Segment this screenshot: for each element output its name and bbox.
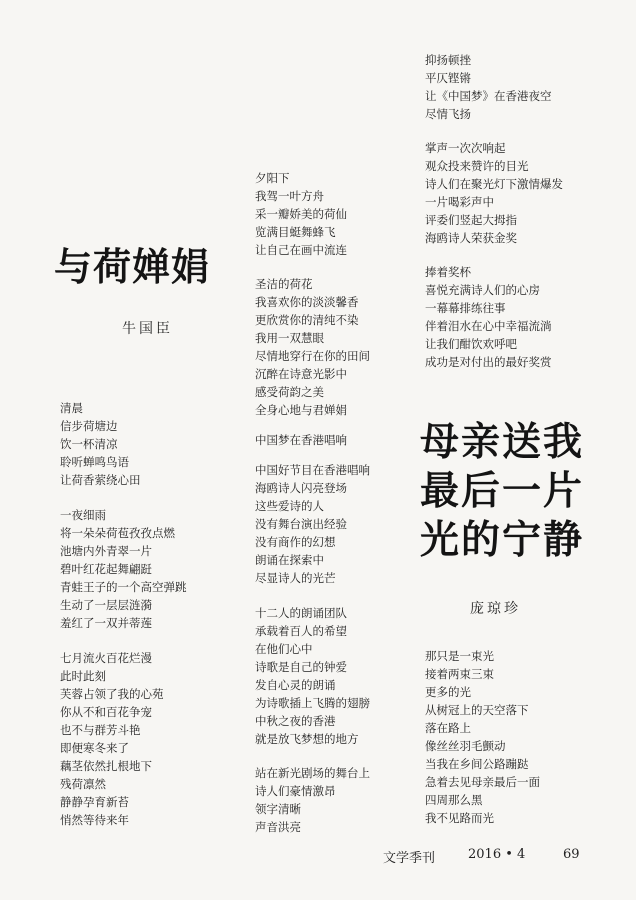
- poem-line: 在他们心中: [255, 642, 313, 656]
- poem-line: 碧叶红花起舞翩跹: [60, 562, 152, 576]
- poem-line: 我喜欢你的淡淡馨香: [255, 295, 359, 309]
- poem-line: 尽情飞扬: [425, 107, 471, 121]
- poem-line: 感受荷韵之美: [255, 385, 324, 399]
- poem-line: 让荷香萦绕心田: [60, 473, 141, 487]
- poem-line: 四周那么黑: [425, 793, 483, 807]
- poem-line: 芙蓉占领了我的心苑: [60, 687, 164, 701]
- poem-line: 信步荷塘边: [60, 419, 118, 433]
- poem-line: 那只是一束光: [425, 649, 494, 663]
- poem-line: 生动了一层层涟漪: [60, 598, 152, 612]
- poem-line: 平仄铿锵: [425, 71, 471, 85]
- poem-line: 一幕幕排练往事: [425, 301, 506, 315]
- poem-line: 十二人的朗诵团队: [255, 606, 347, 620]
- poem-line: 领字清晰: [255, 802, 301, 816]
- poem-title-3-line: 光的宁静: [420, 518, 585, 563]
- poem-line: 聆听蝉鸣鸟语: [60, 455, 129, 469]
- poem-line: 更多的光: [425, 685, 471, 699]
- footer-magazine-name: 文学季刊: [383, 851, 436, 866]
- poem-line: 静静孕育新苔: [60, 795, 129, 809]
- poem-line: 我驾一叶方舟: [255, 189, 324, 203]
- poem-line: 承载着百人的希望: [255, 624, 347, 638]
- poem-line: 夕阳下: [255, 171, 290, 185]
- poem-author-3: 庞琼珍: [470, 601, 521, 617]
- poem-line: 掌声一次次响起: [425, 141, 506, 155]
- poem-line: 沉醉在诗意光影中: [255, 367, 347, 381]
- poem-line: 朗诵在探索中: [255, 553, 324, 567]
- poem-line: 喜悦充满诗人们的心房: [425, 283, 540, 297]
- poem-title-3: [420, 418, 584, 565]
- poem-line: 伴着泪水在心中幸福流淌: [425, 319, 552, 333]
- poem-line: 圣洁的荷花: [255, 277, 313, 291]
- poem-line: 急着去见母亲最后一面: [425, 775, 540, 789]
- poem-line: 从树冠上的天空落下: [425, 703, 529, 717]
- poem-line: 诗人们在聚光灯下激情爆发: [425, 177, 563, 191]
- poem-line: 你从不和百花争宠: [60, 705, 152, 719]
- poem-line: 一夜细雨: [60, 508, 106, 522]
- footer-page-number: 69: [563, 847, 580, 862]
- footer-issue: 2016 • 4: [468, 847, 526, 862]
- poem-line: 评委们竖起大拇指: [425, 213, 517, 227]
- poem-line: 即便寒冬来了: [60, 741, 129, 755]
- poem-line: 览满目蜓舞蜂飞: [255, 225, 336, 239]
- poem-line: 青蛙王子的一个高空弹跳: [60, 580, 187, 594]
- poem-line: 此时此刻: [60, 669, 106, 683]
- poem-line: 我用一双慧眼: [255, 331, 324, 345]
- poem-line: 声音洪亮: [255, 820, 301, 834]
- poem-line: 成功是对付出的最好奖赏: [425, 355, 552, 369]
- poem-line: 就是放飞梦想的地方: [255, 732, 359, 746]
- poem-line: 没有商作的幻想: [255, 535, 336, 549]
- poem-line: 让自己在画中流连: [255, 243, 347, 257]
- poem-line: 发自心灵的朗诵: [255, 678, 336, 692]
- poem-line: 海鸥诗人荣获金奖: [425, 231, 517, 245]
- poem-title-2: 中国梦在香港唱响: [255, 433, 347, 447]
- poem-line: 中秋之夜的香港: [255, 714, 336, 728]
- poem-title-3-line: 最后一片: [420, 469, 585, 514]
- poem-title-3-line: 母亲送我: [420, 420, 585, 465]
- poem-line: 捧着奖杯: [425, 265, 471, 279]
- poem-line: 采一瓣娇美的荷仙: [255, 207, 347, 221]
- poem-line: 七月流火百花烂漫: [60, 651, 152, 665]
- poem-line: 中国好节目在香港唱响: [255, 463, 370, 477]
- poem-line: 诗人们豪情激昂: [255, 784, 336, 798]
- poem-line: 没有舞台演出经验: [255, 517, 347, 531]
- poem-line: 接着两束三束: [425, 667, 494, 681]
- poem-line: 藕茎依然扎根地下: [60, 759, 152, 773]
- poem-line: 残荷凛然: [60, 777, 106, 791]
- poem-line: 池塘内外青翠一片: [60, 544, 152, 558]
- poem-line: 像丝丝羽毛颤动: [425, 739, 506, 753]
- poem-line: 悄然等待来年: [60, 813, 129, 827]
- poem-line: 为诗歌插上飞腾的翅膀: [255, 696, 370, 710]
- poem-line: 让我们酣饮欢呼吧: [425, 337, 517, 351]
- poem-line: 也不与群芳斗艳: [60, 723, 141, 737]
- poem-line: 饮一杯清凉: [60, 437, 118, 451]
- poem-title-1: 与荷婵娟: [54, 245, 211, 289]
- poem-line: 我不见路而光: [425, 811, 494, 825]
- poem-line: 落在路上: [425, 721, 471, 735]
- poem-line: 全身心地与君婵娟: [255, 403, 347, 417]
- poem-line: 尽显诗人的光芒: [255, 571, 336, 585]
- poem-line: 让《中国梦》在香港夜空: [425, 89, 552, 103]
- poem-line: 清晨: [60, 401, 83, 415]
- poem-line: 这些爱诗的人: [255, 499, 324, 513]
- poem-line: 尽情地穿行在你的田间: [255, 349, 370, 363]
- poem-line: 站在新光剧场的舞台上: [255, 766, 370, 780]
- poem-line: 一片喝彩声中: [425, 195, 494, 209]
- poem-line: 观众投来赞许的目光: [425, 159, 529, 173]
- poem-line: 将一朵朵荷苞孜孜点燃: [60, 526, 175, 540]
- poem-line: 羞红了一双并蒂莲: [60, 616, 152, 630]
- poem-line: 诗歌是自己的钟爱: [255, 660, 347, 674]
- poem-line: 抑扬顿挫: [425, 53, 471, 67]
- poem-line: 更欣赏你的清纯不染: [255, 313, 359, 327]
- poem-line: 海鸥诗人闪亮登场: [255, 481, 347, 495]
- poem-author-1: 牛国臣: [122, 321, 173, 337]
- poem-line: 当我在乡间公路蹦跶: [425, 757, 529, 771]
